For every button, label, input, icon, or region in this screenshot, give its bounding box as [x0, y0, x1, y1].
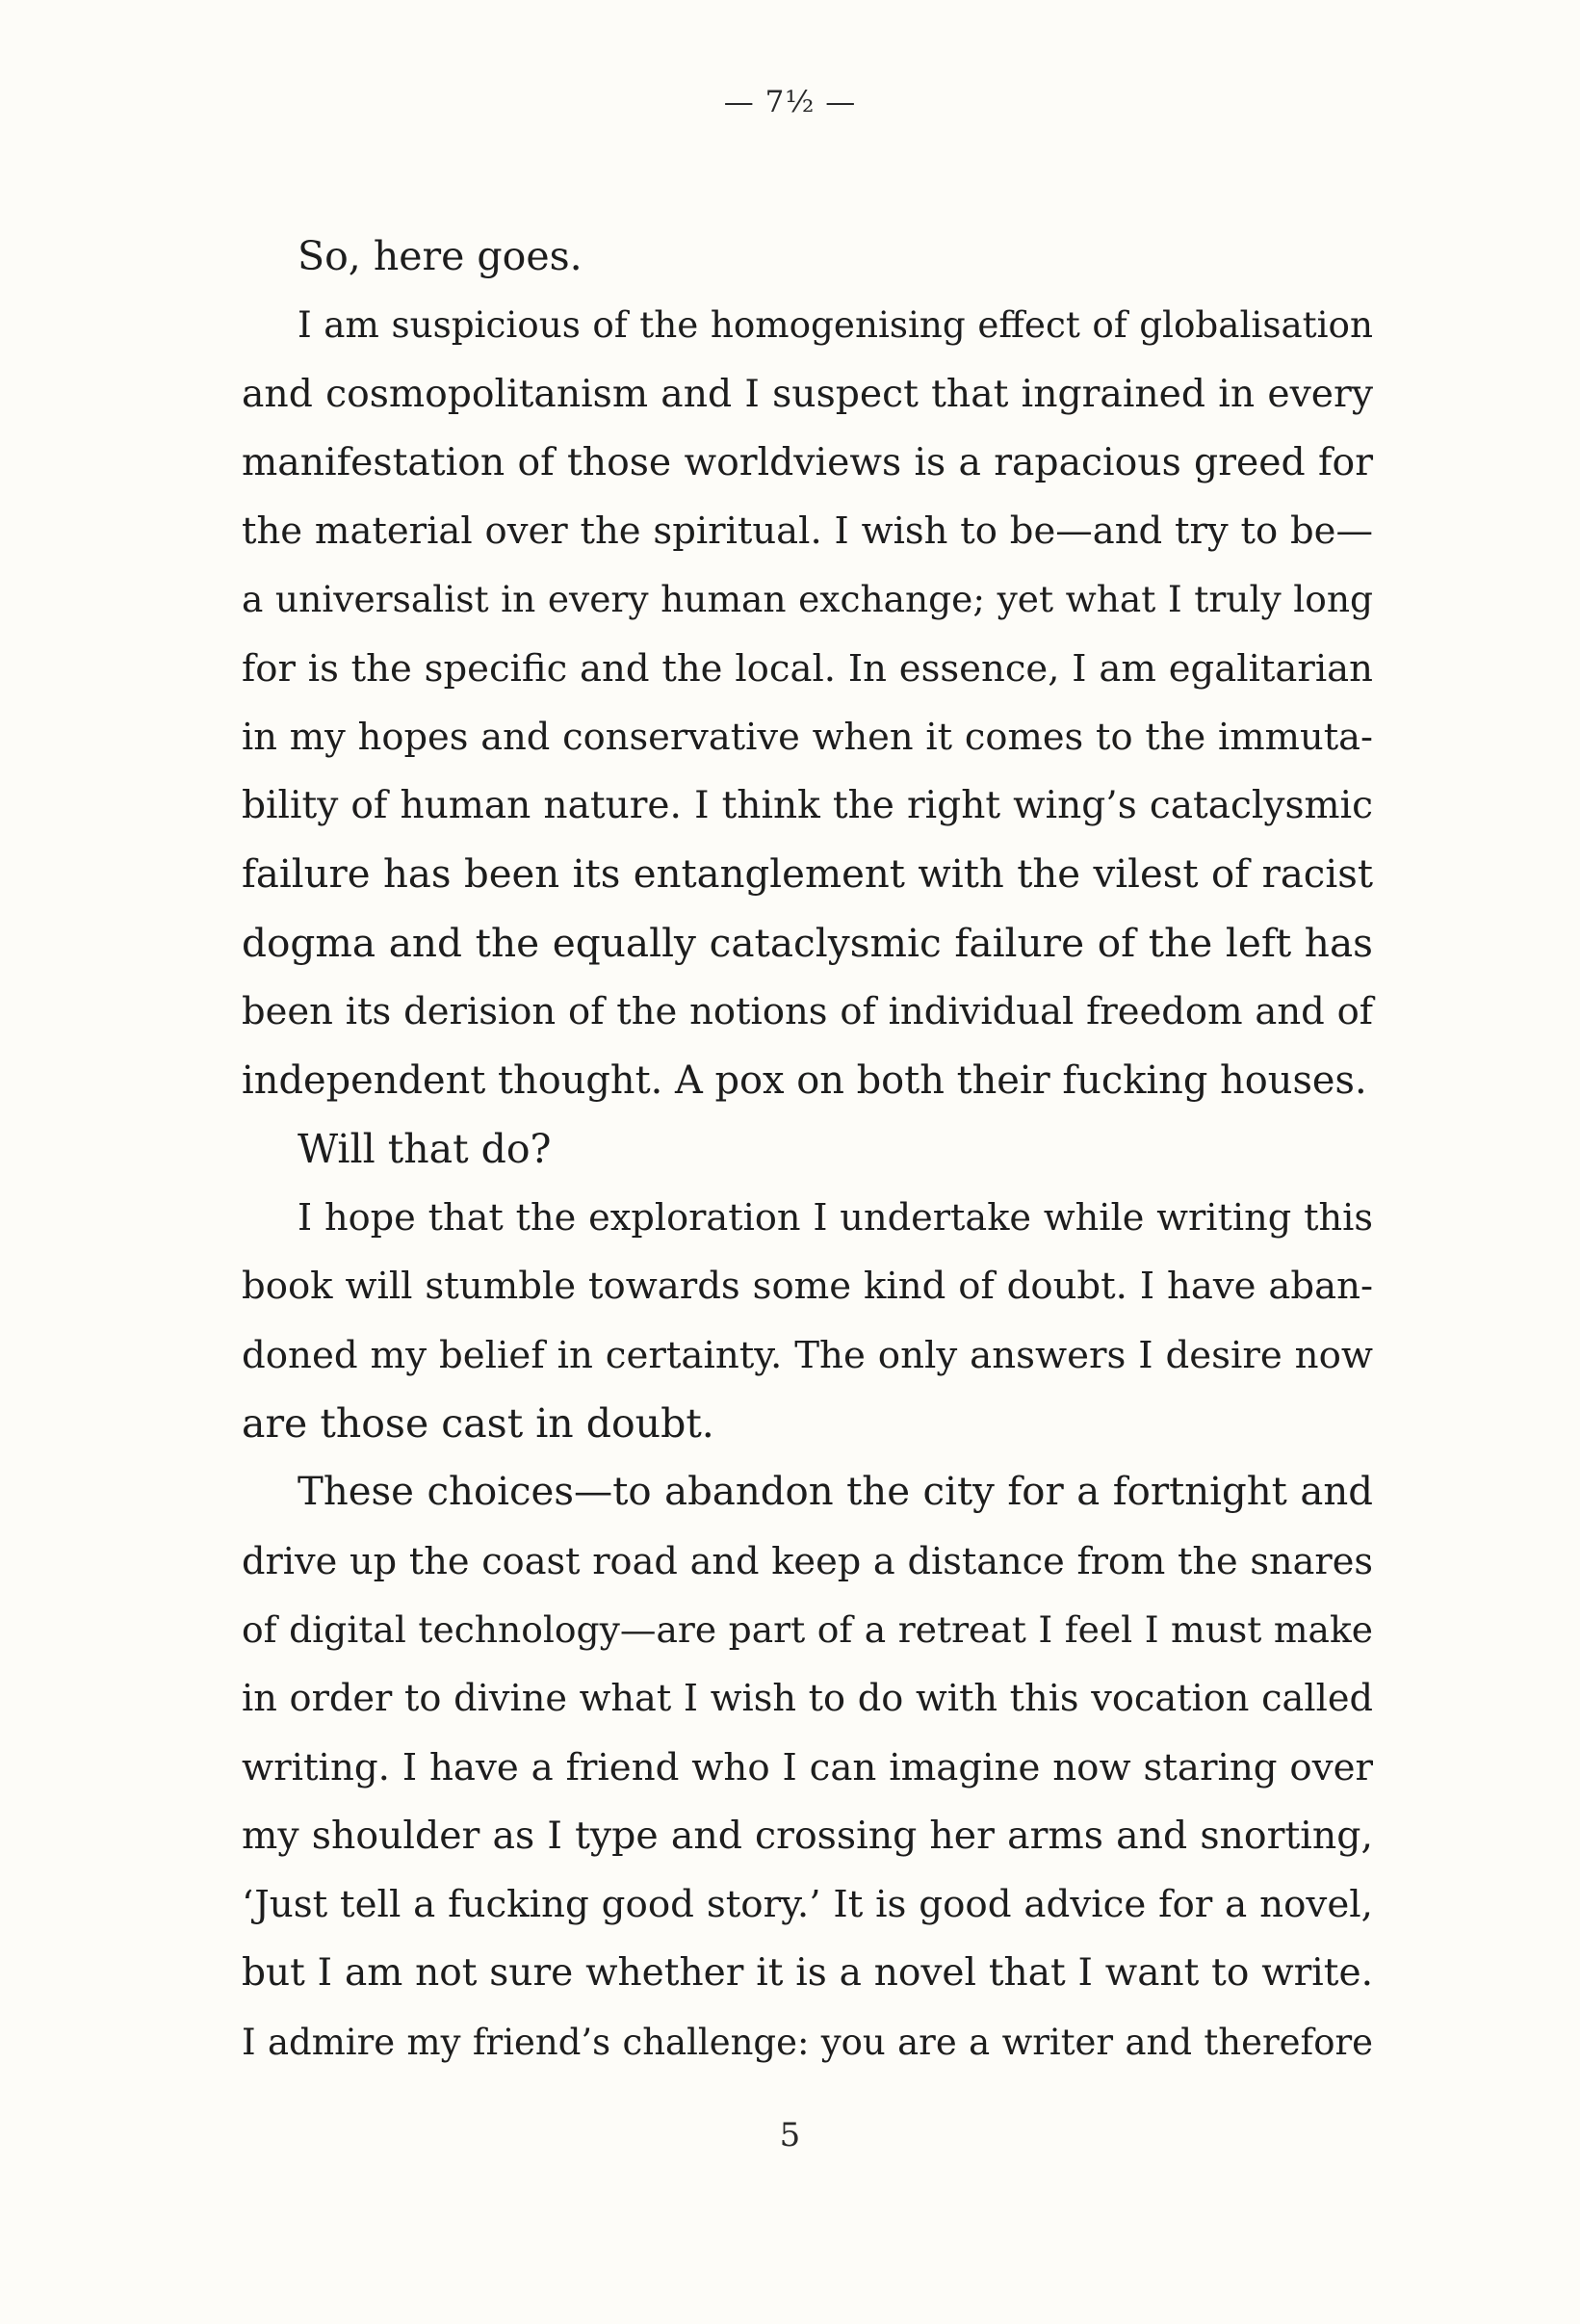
text-line: dogma and the equally cataclysmic failure of the left has [242, 919, 1373, 966]
text-line: in my hopes and conservative when it comes to the immuta- [242, 716, 1373, 760]
text-line: been its derision of the notions of individual freedom and of [242, 990, 1373, 1034]
text-line: of digital technology—are part of a retreat I feel I must make [242, 1607, 1373, 1651]
text-line: These choices—to abandon the city for a fortnight and [298, 1470, 1373, 1515]
text-line: a universalist in every human exchange; yet what I truly long [242, 578, 1373, 621]
text-line: Will that do? [298, 1125, 552, 1172]
text-line: I am suspicious of the homogenising effect of globalisation [298, 303, 1373, 347]
text-line: book will stumble towards some kind of doubt. I have aban- [242, 1265, 1373, 1309]
text-line: ‘Just tell a fucking good story.’ It is good advice for a novel, [242, 1883, 1373, 1927]
text-line: the material over the spiritual. I wish to be—and try to be— [242, 509, 1373, 554]
text-line: I hope that the exploration I undertake while writing this [298, 1196, 1373, 1240]
text-line: drive up the coast road and keep a distance from the snares [242, 1539, 1373, 1583]
text-line: So, here goes. [298, 233, 583, 279]
text-line: bility of human nature. I think the right wing’s cataclysmic [242, 784, 1373, 828]
text-line: and cosmopolitanism and I suspect that ingrained in every [242, 372, 1373, 416]
text-line: independent thought. A pox on both their fucking houses. [242, 1058, 1367, 1103]
text-line: my shoulder as I type and crossing her arms and snorting, [242, 1813, 1373, 1858]
text-line: manifestation of those worldviews is a rapacious greed for [242, 440, 1373, 484]
text-line: writing. I have a friend who I can imagine now staring over [242, 1745, 1373, 1789]
text-line: but I am not sure whether it is a novel that I want to write. [242, 1951, 1373, 1996]
text-line: doned my belief in certainty. The only answers I desire now [242, 1333, 1373, 1377]
text-line: in order to divine what I wish to do with this vocation called [242, 1677, 1373, 1721]
text-line: for is the specific and the local. In essence, I am egalitarian [242, 646, 1373, 691]
text-line: I admire my friend’s challenge: you are a writer and therefore [242, 2021, 1373, 2063]
body-text [242, 222, 1373, 2076]
page-number: 5 [779, 2116, 801, 2154]
text-line: are those cast in doubt. [242, 1400, 714, 1448]
running-head: — 7½ — [723, 85, 857, 119]
text-line: failure has been its entanglement with the vilest of racist [242, 851, 1373, 897]
